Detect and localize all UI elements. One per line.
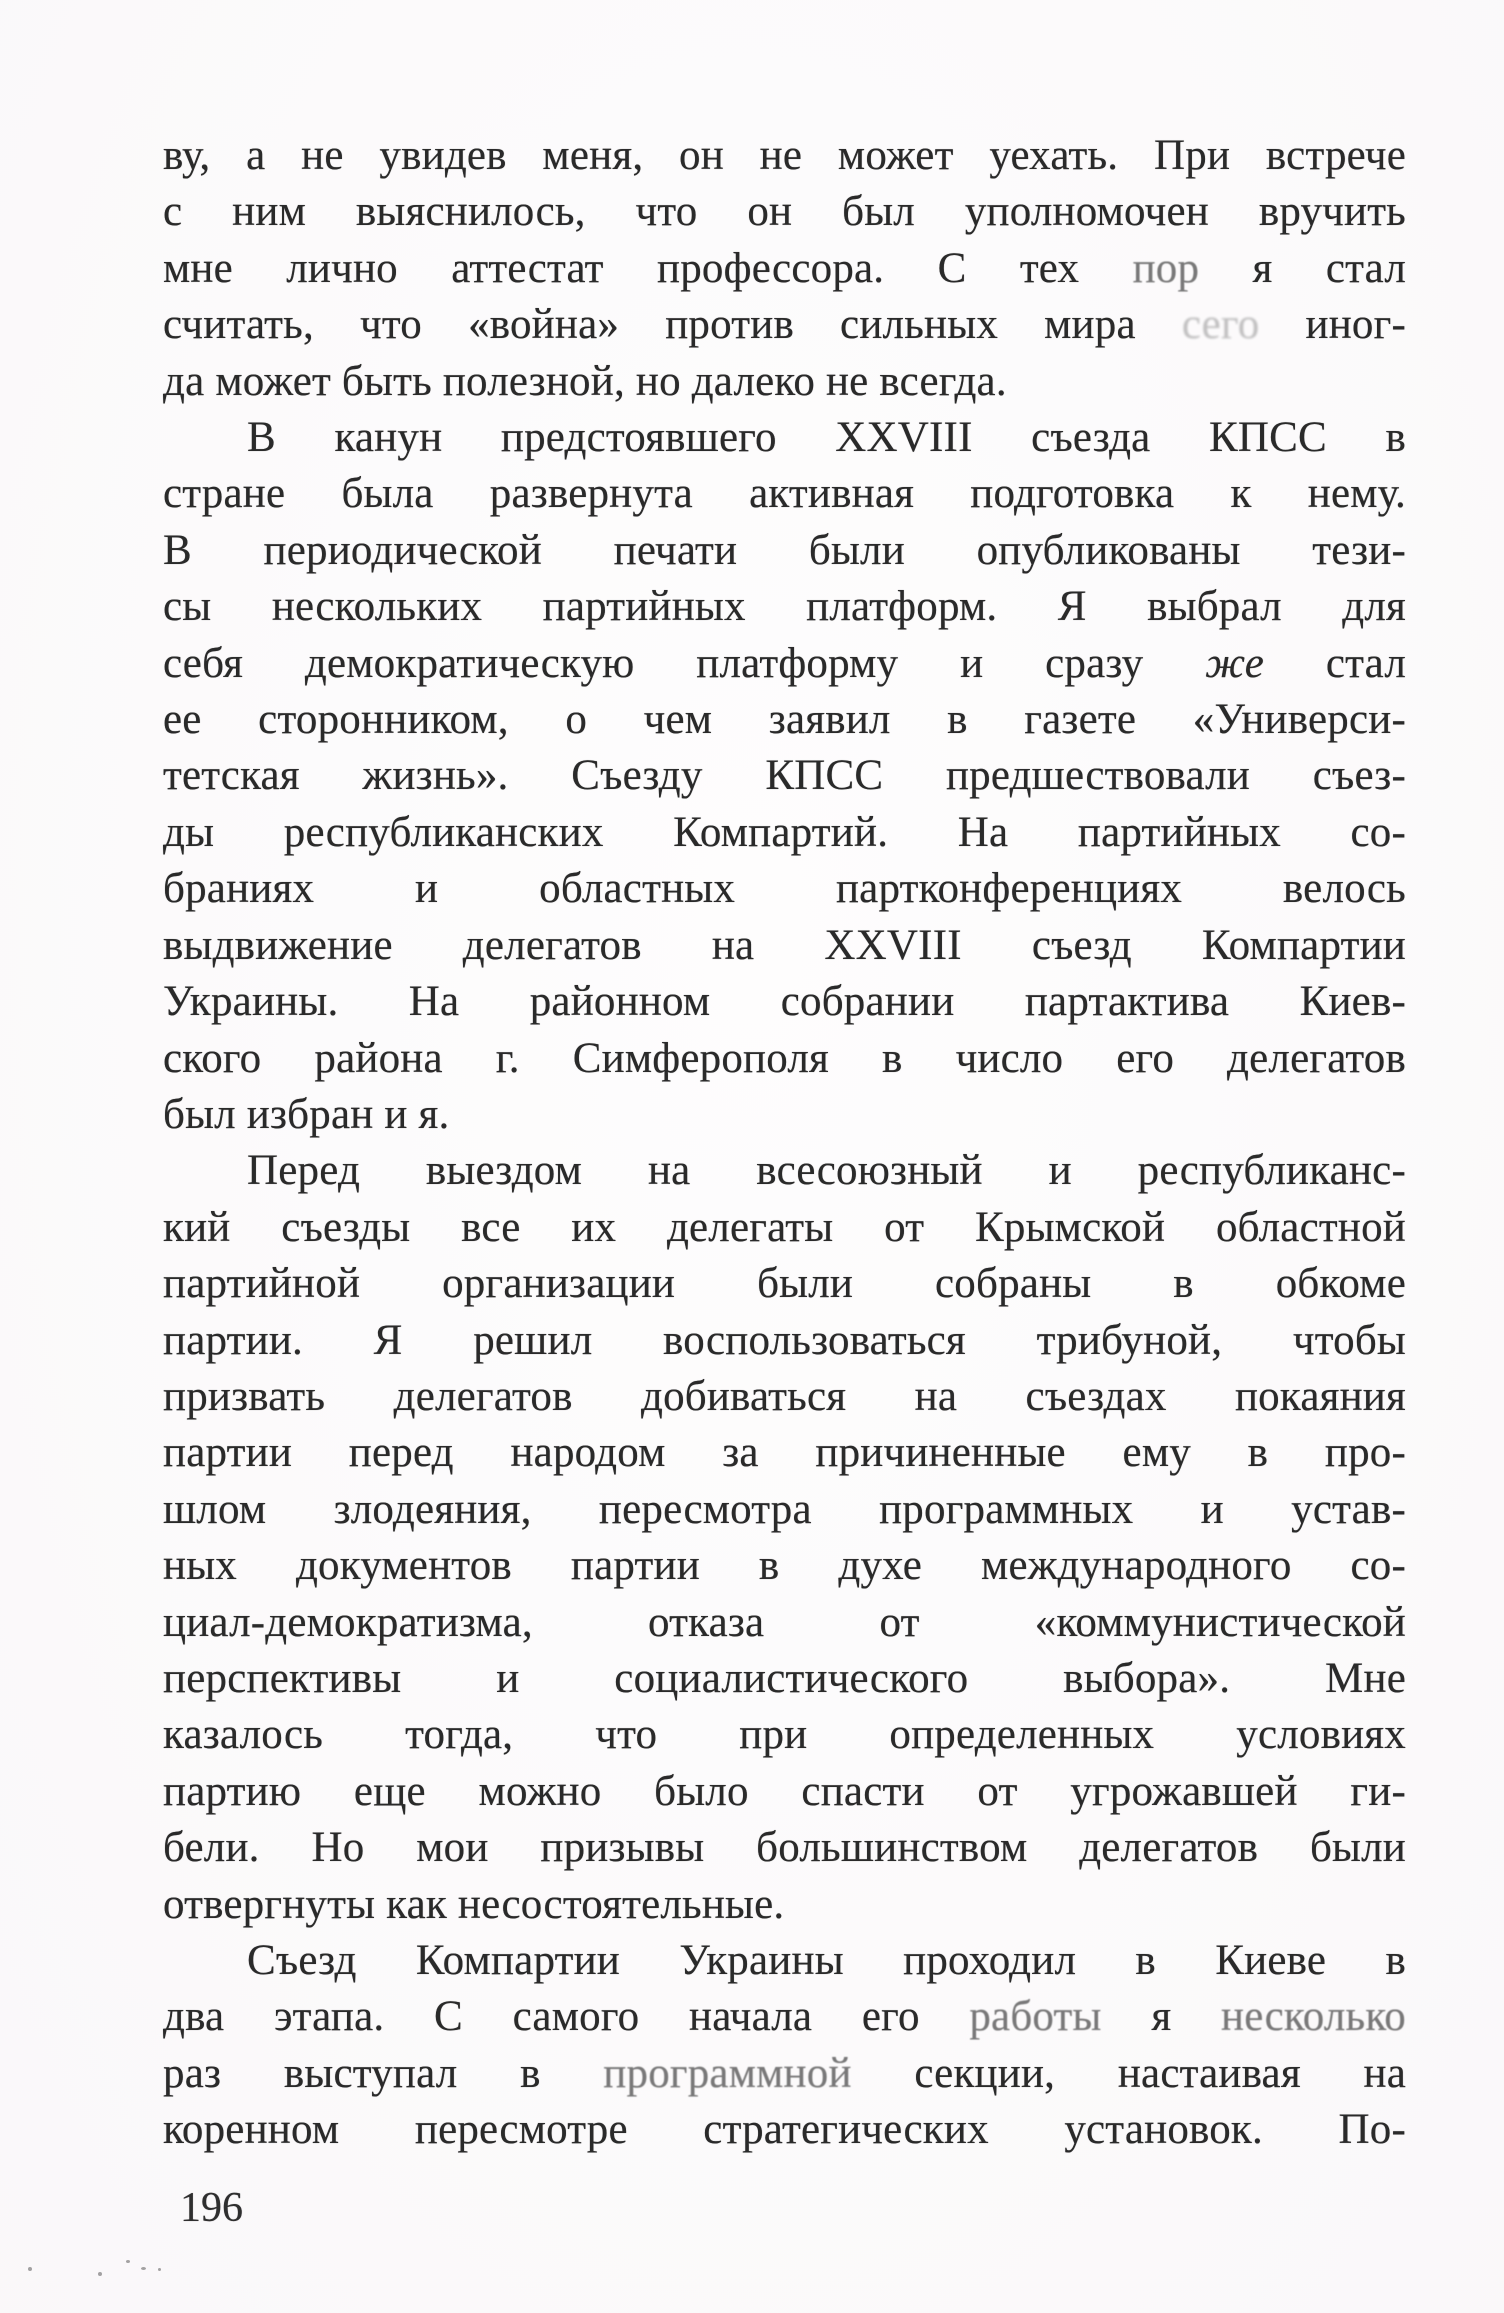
text-run: ных документов партии в духе международного со- xyxy=(163,1542,1406,1590)
text-run: ву, а не увидев меня, он не может уехать. При встрече xyxy=(163,132,1406,179)
text-run: стал xyxy=(1264,639,1406,687)
text-run: выдвижение делегатов на XXVIII съезд Компартии xyxy=(163,921,1406,969)
text-run: партии перед народом за причиненные ему в про- xyxy=(163,1429,1406,1477)
text-run: ды республиканских Компартий. На партийных со- xyxy=(163,808,1406,856)
text-run: ского района г. Симферополя в число его делегатов xyxy=(163,1034,1406,1082)
text-line xyxy=(163,1933,1406,1989)
text-line xyxy=(163,1200,1406,1256)
text-line xyxy=(163,692,1406,748)
text-run: иног- xyxy=(1259,301,1406,349)
text-line xyxy=(163,1369,1406,1425)
text-run: коренном пересмотре стратегических установок. По- xyxy=(163,2106,1406,2154)
text-run: пор xyxy=(1132,244,1200,292)
text-run: Перед выездом на всесоюзный и республиканс- xyxy=(247,1147,1406,1195)
text-line xyxy=(163,184,1406,240)
text-run: стране была развернута активная подготовка к нему. xyxy=(163,470,1406,518)
text-line xyxy=(163,128,1406,184)
text-line xyxy=(163,354,1406,410)
text-run: работы xyxy=(969,1993,1102,2041)
text-line xyxy=(163,805,1406,861)
text-run: сего xyxy=(1181,301,1260,349)
text-run: партийной организации были собраны в обкоме xyxy=(163,1260,1406,1308)
text-run: перспективы и социалистического выбора». Мне xyxy=(163,1654,1406,1702)
scan-speckle xyxy=(126,2260,130,2263)
text-run: я стал xyxy=(1199,244,1406,292)
text-line xyxy=(163,1538,1406,1594)
text-run: отвергнуты как несостоятельные. xyxy=(163,1880,785,1928)
text-line xyxy=(163,1764,1406,1820)
scan-speckle xyxy=(98,2272,102,2276)
text-run: шлом злодеяния, пересмотра программных и устав- xyxy=(163,1485,1406,1533)
text-line xyxy=(163,1143,1406,1199)
text-line xyxy=(163,748,1406,804)
text-run: браниях и областных партконференциях велось xyxy=(163,865,1406,913)
text-run: казалось тогда, что при определенных условиях xyxy=(163,1711,1406,1759)
page-number: 196 xyxy=(180,2185,243,2231)
text-line xyxy=(163,523,1406,579)
text-run: программной xyxy=(603,2049,852,2097)
text-run: считать, что «война» против сильных мира xyxy=(163,301,1182,349)
text-run: был избран и я. xyxy=(163,1090,450,1138)
text-line xyxy=(163,466,1406,522)
text-line xyxy=(163,1651,1406,1707)
text-run: призвать делегатов добиваться на съездах покаяния xyxy=(163,1372,1406,1420)
text-line xyxy=(163,579,1406,635)
text-line xyxy=(163,1877,1406,1933)
text-line xyxy=(163,1313,1406,1369)
text-run: себя демократическую платформу и сразу xyxy=(163,639,1206,687)
text-line xyxy=(163,1820,1406,1876)
text-run: да может быть полезной, но далеко не всегда. xyxy=(163,357,1007,405)
text-line xyxy=(163,974,1406,1030)
text-line xyxy=(163,2046,1406,2102)
text-line xyxy=(163,1256,1406,1312)
text-run: партию еще можно было спасти от угрожавшей ги- xyxy=(163,1767,1406,1815)
text-block xyxy=(163,128,1406,2159)
text-line xyxy=(163,918,1406,974)
text-run: партии. Я решил воспользоваться трибуной, чтобы xyxy=(163,1316,1406,1364)
text-run: же xyxy=(1205,639,1265,687)
text-run: кий съезды все их делегаты от Крымской областной xyxy=(163,1203,1406,1251)
text-run: В канун предстоявшего XXVIII съезда КПСС в xyxy=(247,414,1406,462)
text-run: я xyxy=(1101,1993,1221,2041)
scan-speckle xyxy=(28,2267,32,2271)
text-run: с ним выяснилось, что он был уполномочен вручить xyxy=(163,188,1406,236)
text-line xyxy=(163,636,1406,692)
text-run: секции, настаивая на xyxy=(851,2049,1406,2097)
text-line xyxy=(163,1482,1406,1538)
text-run: Съезд Компартии Украины проходил в Киеве в xyxy=(247,1937,1406,1984)
text-line xyxy=(163,1595,1406,1651)
text-run: два этапа. С самого начала его xyxy=(163,1993,970,2041)
text-line xyxy=(163,410,1406,466)
text-line xyxy=(163,1031,1406,1087)
text-run: несколько xyxy=(1221,1993,1406,2041)
text-line xyxy=(163,1425,1406,1481)
text-line xyxy=(163,297,1406,353)
text-line xyxy=(163,1707,1406,1763)
text-line xyxy=(163,1087,1406,1143)
text-line xyxy=(163,2102,1406,2158)
text-run: циал-демократизма, отказа от «коммунистической xyxy=(163,1598,1406,1646)
text-line xyxy=(163,1989,1406,2045)
scan-speckle xyxy=(158,2268,161,2271)
text-run: раз выступал в xyxy=(163,2049,604,2097)
text-run: В периодической печати были опубликованы тези- xyxy=(163,526,1406,574)
text-run: бели. Но мои призывы большинством делегатов были xyxy=(163,1824,1406,1872)
text-run: мне лично аттестат профессора. С тех xyxy=(163,244,1133,292)
text-line xyxy=(163,861,1406,917)
text-run: сы нескольких партийных платформ. Я выбрал для xyxy=(163,583,1406,631)
text-run: ее сторонником, о чем заявил в газете «Универси- xyxy=(163,696,1406,744)
text-line xyxy=(163,241,1406,297)
scan-speckle xyxy=(141,2267,146,2270)
text-run: тетская жизнь». Съезду КПСС предшествовали съез- xyxy=(163,752,1406,800)
text-run: Украины. На районном собрании партактива Киев- xyxy=(163,978,1406,1026)
